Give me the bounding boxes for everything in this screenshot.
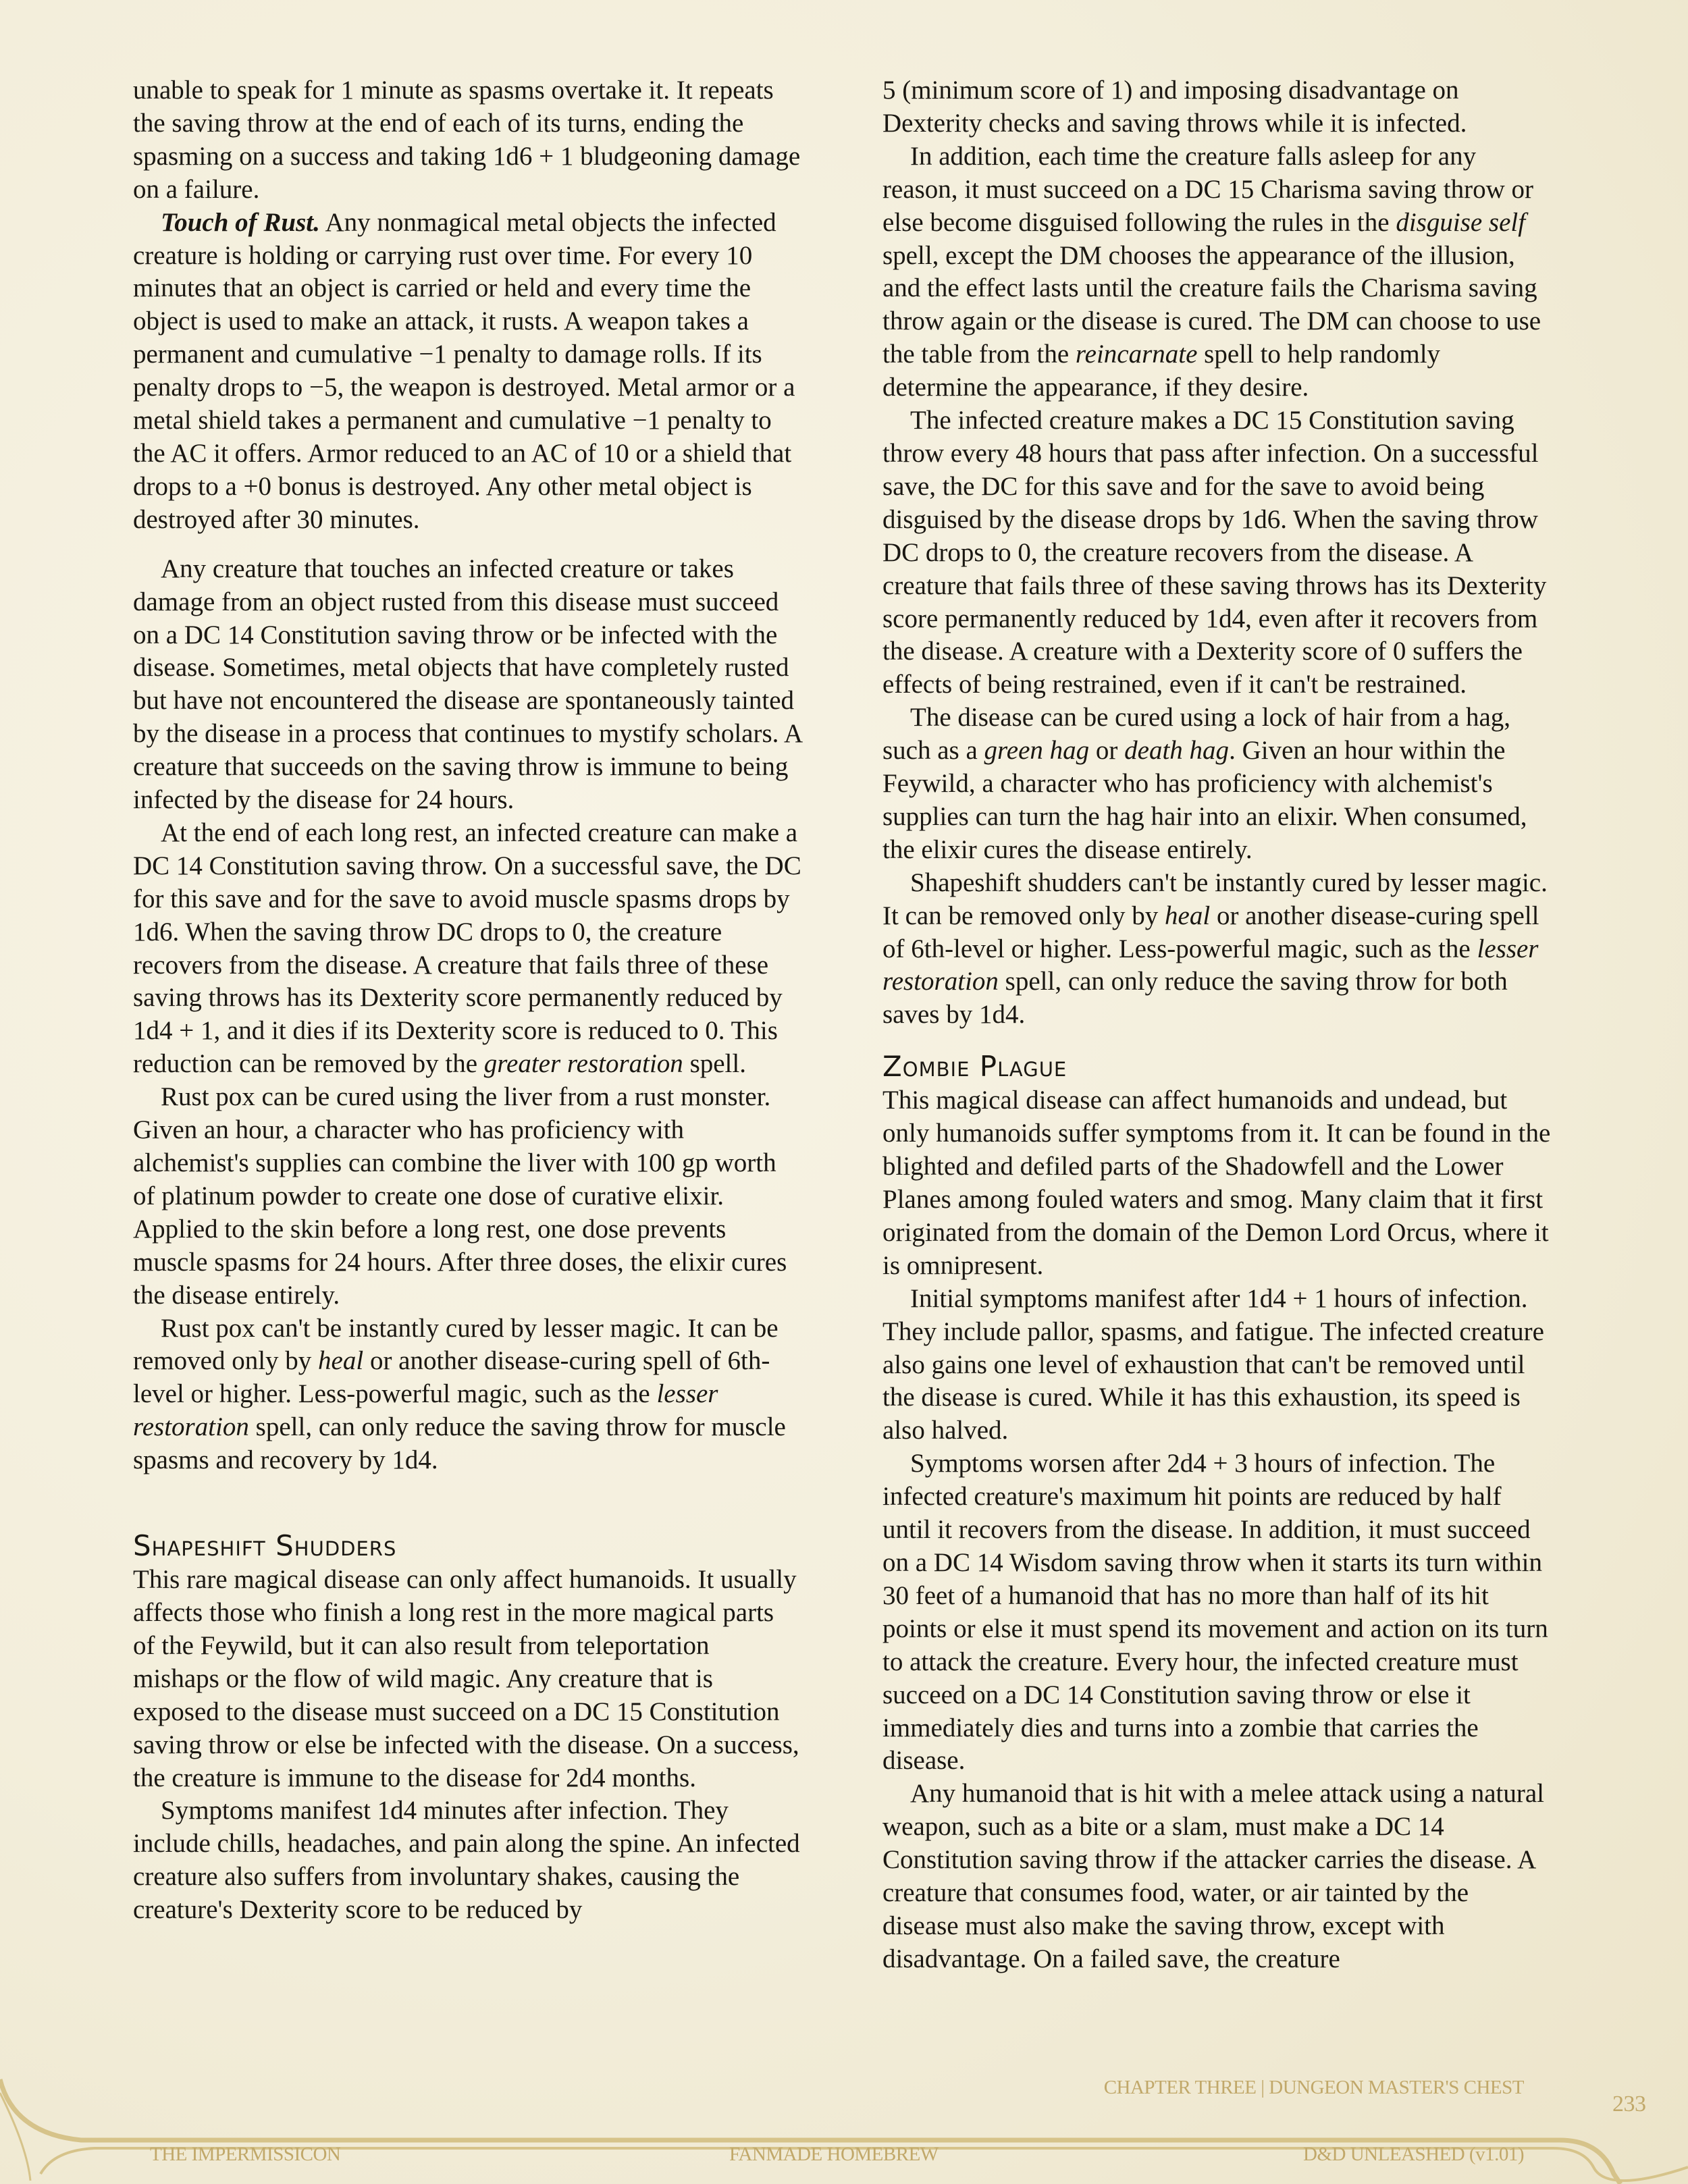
paragraph: [882, 140, 1551, 404]
paragraph: [133, 1564, 801, 1794]
text-run: spell.: [683, 1049, 746, 1079]
text-run: The disease can be cured using a lock of hair from a hag, such as a: [882, 703, 1511, 766]
text-run: This magical disease can affect humanoids and undead, but only humanoids suffer symptoms from it. It can be found in the blighted and defiled parts of the Shadowfell and the Lower Planes among fouled waters and smog. Many claim that it first originated from the domain of the Demon Lord Orcus, where it is omnipresent.: [882, 1086, 1551, 1280]
paragraph: [133, 1312, 801, 1478]
footer-version: D&D UNLEASHED (v1.01): [1303, 2143, 1524, 2165]
text-run: At the end of each long rest, an infected creature can make a DC 14 Constitution saving throw. On a successful save, the DC for this save and for the save to avoid muscle spasms drops by 1d6. When the saving throw DC drops to 0, the creature recovers from the disease. A creature that fails three of these saving throws has its Dexterity score permanently reduced by 1d4 + 1, and it dies if its Dexterity score is reduced to 0. This reduction can be removed by the: [133, 818, 801, 1079]
text-run: or another disease-curing spell of 6th-level or higher. Less-powerful magic, such as the: [882, 901, 1539, 963]
text-run: The infected creature makes a DC 15 Constitution saving throw every 48 hours that pass after infection. On a successful save, the DC for this save and for the save to avoid being disguised by the disease drops by 1d6. When the saving throw DC drops to 0, the creature recovers from the disease. A creature that fails three of these saving throws has its Dexterity score permanently reduced by 1d4, even after it recovers from the disease. A creature with a Dexterity score of 0 suffers the effects of being restrained, even if it can't be restrained.: [882, 406, 1547, 699]
text-run: Shapeshift shudders can't be instantly cured by lesser magic. It can be removed only by: [882, 868, 1548, 930]
text-run: 5 (minimum score of 1) and imposing disadvantage on Dexterity checks and saving throws while it is infected.: [882, 76, 1467, 138]
section-heading: Zombie Plague: [882, 1050, 1067, 1084]
paragraph: [133, 553, 801, 817]
italic-term: greater restoration: [483, 1049, 683, 1079]
page-number: 233: [1612, 2092, 1646, 2116]
footer-book-title: THE IMPERMISSICON: [150, 2143, 341, 2165]
right-column: [882, 74, 1551, 1976]
chapter-title: CHAPTER THREE | DUNGEON MASTER'S CHEST: [1103, 2077, 1524, 2098]
italic-term: lesser restoration: [882, 934, 1539, 996]
italic-term: heal: [318, 1346, 364, 1376]
paragraph: [133, 1081, 801, 1312]
left-column: [133, 74, 801, 1927]
paragraph: [882, 1084, 1551, 1282]
paragraph: [882, 867, 1551, 1032]
text-run: or another disease-curing spell of 6th-level or higher. Less-powerful magic, such as the: [133, 1346, 770, 1409]
paragraph: [133, 1794, 801, 1927]
text-run: spell, except the DM chooses the appearance of the illusion, and the effect lasts until the creature fails the Charisma saving throw again or the disease is cured. The DM can choose to use the table from the: [882, 240, 1541, 369]
text-run: Initial symptoms manifest after 1d4 + 1 hours of infection. They include pallor, spasms, and fatigue. The infected creature also gains one level of exhaustion that can't be removed until the disease is cured. While it has this exhaustion, its speed is also halved.: [882, 1283, 1544, 1445]
paragraph: [882, 1778, 1551, 1975]
paragraph: [133, 74, 801, 207]
run-in-heading: Touch of Rust.: [161, 207, 320, 237]
paragraph: [882, 74, 1551, 140]
text-run: Any humanoid that is hit with a melee attack using a natural weapon, such as a bite or a slam, must make a DC 14 Constitution saving throw if the attacker carries the disease. A creature that consumes food, water, or air tainted by the disease must also make the saving throw, except with disadvantage. On a failed save, the creature: [882, 1779, 1545, 1973]
paragraph: [133, 817, 801, 1081]
paragraph: [882, 701, 1551, 867]
paragraph: [882, 1283, 1551, 1448]
text-run: spell to help randomly determine the appearance, if they desire.: [882, 340, 1441, 402]
text-run: spell, can only reduce the saving throw for both saves by 1d4.: [882, 967, 1508, 1030]
text-run: In addition, each time the creature falls asleep for any reason, it must succeed on a DC 15 Charisma saving throw or else become disguised following the rules in the: [882, 141, 1533, 237]
italic-term: green hag: [984, 736, 1090, 766]
italic-term: death hag: [1124, 736, 1230, 766]
text-run: Symptoms worsen after 2d4 + 3 hours of infection. The infected creature's maximum hit points are reduced by half until it recovers from the disease. In addition, it must succeed on a DC 14 Wisdom saving throw when it starts its turn within 30 feet of a humanoid that has no more than half of its hit points or else it must spend its movement and action on its turn to attack the creature. Every hour, the infected creature must succeed on a DC 14 Constitution saving throw or else it immediately dies and turns into a zombie that carries the disease.: [882, 1449, 1548, 1776]
italic-term: reincarnate: [1075, 340, 1198, 369]
text-run: Any nonmagical metal objects the infected creature is holding or carrying rust over time. For every 10 minutes that an object is carried or held and every time the object is used to make an attack, it rusts. A weapon takes a permanent and cumulative −1 penalty to damage rolls. If its penalty drops to −5, the weapon is destroyed. Metal armor or a metal shield takes a permanent and cumulative −1 penalty to the AC it offers. Armor reduced to an AC of 10 or a shield that drops to a +0 bonus is destroyed. Any other metal object is destroyed after 30 minutes.: [133, 207, 795, 534]
text-run: Symptoms manifest 1d4 minutes after infection. They include chills, headaches, and pain along the spine. An infected creature also suffers from involuntary shakes, causing the creature's Dexterity score to be reduced by: [133, 1796, 800, 1925]
italic-term: lesser restoration: [133, 1379, 718, 1442]
italic-term: heal: [1165, 901, 1211, 930]
text-run: Rust pox can be cured using the liver from a rust monster. Given an hour, a character who has proficiency with alchemist's supplies can combine the liver with 100 gp worth of platinum powder to create one dose of curative elixir. Applied to the skin before a long rest, one dose prevents muscle spasms for 24 hours. After three doses, the elixir cures the disease entirely.: [133, 1082, 787, 1310]
paragraph: [882, 404, 1551, 701]
footer-label: FANMADE HOMEBREW: [729, 2143, 939, 2165]
text-run: . Given an hour within the Feywild, a character who has proficiency with alchemist's supplies can turn the hag hair into an elixir. When consumed, the elixir cures the disease entirely.: [882, 736, 1527, 864]
paragraph: [133, 207, 801, 537]
paragraph: [882, 1447, 1551, 1778]
text-run: This rare magical disease can only affect humanoids. It usually affects those who finish a long rest in the more magical parts of the Feywild, but it can also result from teleportation mishaps or the flow of wild magic. Any creature that is exposed to the disease must succeed on a DC 15 Constitution saving throw or else be infected with the disease. On a success, the creature is immune to the disease for 2d4 months.: [133, 1565, 799, 1792]
text-run: spell, can only reduce the saving throw for muscle spasms and recovery by 1d4.: [133, 1412, 786, 1475]
text-run: unable to speak for 1 minute as spasms overtake it. It repeats the saving throw at the end of each of its turns, ending the spasming on a success and taking 1d6 + 1 bludgeoning damage on a failure.: [133, 76, 801, 204]
italic-term: disguise self: [1396, 207, 1526, 237]
text-run: Rust pox can't be instantly cured by lesser magic. It can be removed only by: [133, 1313, 779, 1376]
text-run: Any creature that touches an infected creature or takes damage from an object rusted from this disease must succeed on a DC 14 Constitution saving throw or be infected with the disease. Sometimes, metal objects that have completely rusted but have not encountered the disease are spontaneously tainted by the disease in a process that continues to mystify scholars. A creature that succeeds on the saving throw is immune to being infected by the disease for 24 hours.: [133, 554, 801, 815]
section-heading: Shapeshift Shudders: [133, 1529, 397, 1563]
text-run: or: [1089, 736, 1125, 766]
